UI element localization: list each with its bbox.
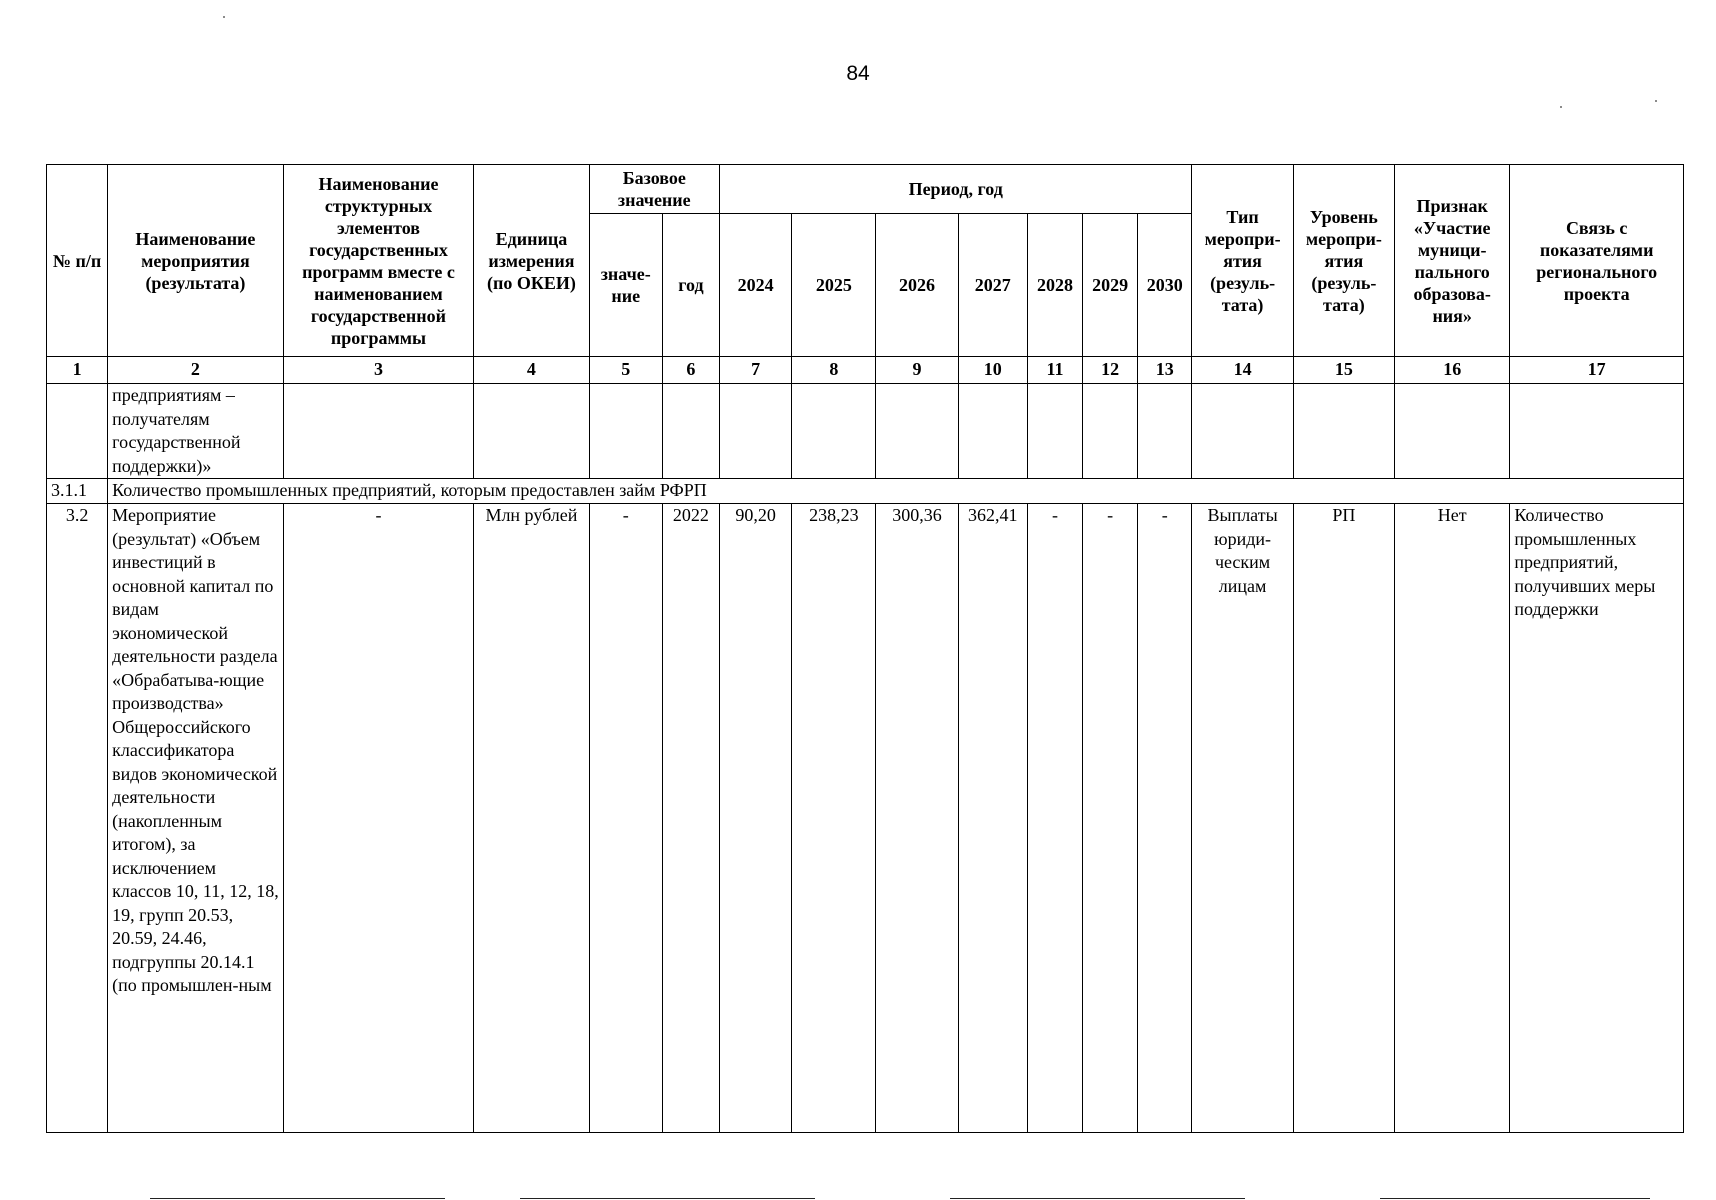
- column-number: 2: [108, 357, 284, 384]
- header-year-2026: 2026: [876, 214, 958, 357]
- scan-artifact-line: [1380, 1198, 1650, 1199]
- value-2029: -: [1083, 504, 1138, 1133]
- municipal-flag: Нет: [1395, 504, 1510, 1133]
- value-2028: -: [1027, 504, 1082, 1133]
- column-number: 15: [1293, 357, 1394, 384]
- scan-speck: [223, 16, 225, 18]
- column-number: 1: [47, 357, 108, 384]
- indicator-text: Количество промышленных предприятий, которым предоставлен займ РФРП: [108, 479, 1684, 504]
- base-value: -: [589, 504, 662, 1133]
- structural-elements: -: [283, 504, 474, 1133]
- header-number: № п/п: [47, 165, 108, 357]
- measures-table: [46, 164, 1684, 1133]
- header-regional-link: Связь с показателями регионального проекта: [1510, 165, 1684, 357]
- column-number: 10: [958, 357, 1027, 384]
- column-number: 6: [662, 357, 719, 384]
- row-3-1-1: [47, 479, 1684, 504]
- column-number: 16: [1395, 357, 1510, 384]
- scan-speck: [1655, 100, 1657, 102]
- header-year-2024: 2024: [719, 214, 791, 357]
- measure-level: РП: [1293, 504, 1394, 1133]
- row-3-2: [47, 504, 1684, 1133]
- column-number: 9: [876, 357, 958, 384]
- unit: Млн рублей: [474, 504, 589, 1133]
- column-number: 12: [1083, 357, 1138, 384]
- row-number: 3.2: [47, 504, 108, 1133]
- value-2030: -: [1138, 504, 1192, 1133]
- row-number: 3.1.1: [47, 479, 108, 504]
- column-number: 11: [1027, 357, 1082, 384]
- value-2025: 238,23: [792, 504, 876, 1133]
- header-year-2029: 2029: [1083, 214, 1138, 357]
- column-number: 7: [719, 357, 791, 384]
- header-year-2030: 2030: [1138, 214, 1192, 357]
- header-year-2025: 2025: [792, 214, 876, 357]
- header-base-value: значе-ние: [589, 214, 662, 357]
- column-number: 13: [1138, 357, 1192, 384]
- header-measure-name: Наименование мероприятия (результата): [108, 165, 284, 357]
- measure-name: Мероприятие (результат) «Объем инвестиций в основной капитал по видам экономической деятельности раздела «Обрабатыва-ющие производства» Общероссийского классификатора видов экономической деятельности (накопленным итогом), за исключением классов 10, 11, 12, 18, 19, групп 20.53, 20.59, 24.46, подгруппы 20.14.1 (по промышлен-ным: [108, 504, 284, 1133]
- scan-artifact-line: [150, 1198, 445, 1199]
- measure-type: Выплаты юриди-ческим лицам: [1192, 504, 1293, 1133]
- base-year: 2022: [662, 504, 719, 1133]
- continuation-measure-name: предприятиям – получателям государственной поддержки)»: [108, 384, 284, 479]
- header-row-1: [47, 165, 1684, 214]
- continuation-row: [47, 384, 1684, 479]
- value-2027: 362,41: [958, 504, 1027, 1133]
- header-type: Тип меропри-ятия (резуль-тата): [1192, 165, 1293, 357]
- header-structural-elements: Наименование структурных элементов государственных программ вместе с наименованием государственной программы: [283, 165, 474, 357]
- regional-link: Количество промышленных предприятий, получивших меры поддержки: [1510, 504, 1684, 1133]
- header-period-group: Период, год: [719, 165, 1191, 214]
- column-numbers-row: [47, 357, 1684, 384]
- value-2026: 300,36: [876, 504, 958, 1133]
- scan-artifact-line: [950, 1198, 1245, 1199]
- header-year-2028: 2028: [1027, 214, 1082, 357]
- column-number: 14: [1192, 357, 1293, 384]
- header-level: Уровень меропри-ятия (резуль-тата): [1293, 165, 1394, 357]
- header-unit: Единица измерения (по ОКЕИ): [474, 165, 589, 357]
- header-municipal: Признак «Участие муници-пального образова-ния»: [1395, 165, 1510, 357]
- header-base-year: год: [662, 214, 719, 357]
- value-2024: 90,20: [719, 504, 791, 1133]
- column-number: 3: [283, 357, 474, 384]
- column-number: 5: [589, 357, 662, 384]
- column-number: 4: [474, 357, 589, 384]
- header-base-value-group: Базовое значение: [589, 165, 719, 214]
- column-number: 17: [1510, 357, 1684, 384]
- column-number: 8: [792, 357, 876, 384]
- scan-speck: [1560, 106, 1562, 108]
- scan-artifact-line: [520, 1198, 815, 1199]
- header-year-2027: 2027: [958, 214, 1027, 357]
- page-number: 84: [846, 62, 870, 85]
